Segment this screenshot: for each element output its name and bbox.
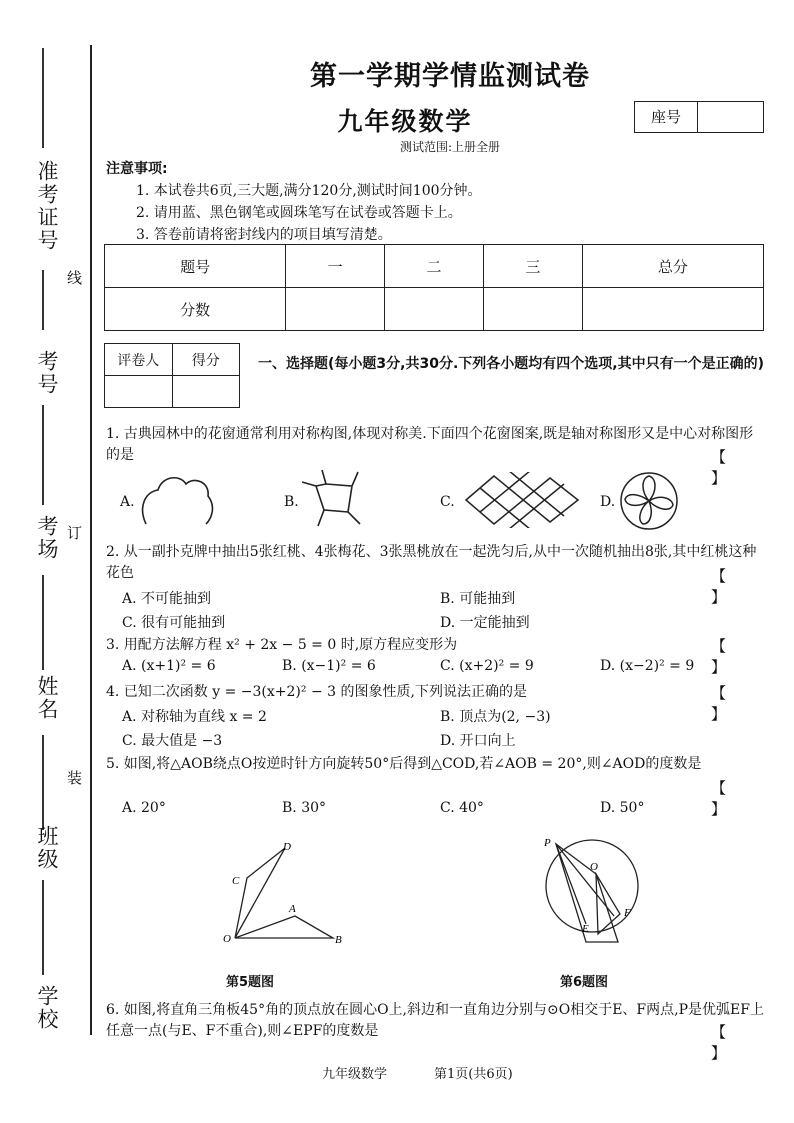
fig5-point-b: B <box>335 934 342 946</box>
question-3: 3. 用配方法解方程 x² + 2x − 5 = 0 时,原方程应变形为 <box>106 637 458 653</box>
q1-option-c: C. <box>440 494 455 510</box>
student-number-label: 考号 <box>35 350 59 396</box>
answer-bracket-3[interactable]: 【 】 <box>711 637 755 676</box>
grader-table <box>104 343 240 408</box>
score-table <box>104 244 764 331</box>
footer-page-number: 第1页(共6页) <box>434 1067 513 1082</box>
binding-mark-staple: 订 <box>65 525 83 540</box>
q5-option-c: C. 40° <box>440 800 484 816</box>
school-label: 学校 <box>35 985 59 1031</box>
seat-number-input[interactable] <box>698 102 763 132</box>
window-pattern-d <box>618 470 680 532</box>
name-blank <box>42 735 44 830</box>
exam-subtitle: 九年级数学 <box>337 107 473 136</box>
window-pattern-b <box>298 466 368 532</box>
question-5: 5. 如图,将△AOB绕点O按逆时针方向旋转50°后得到△COD,若∠AOB = 20°,则∠AOD的度数是 <box>106 756 702 772</box>
grader-cell[interactable] <box>172 376 240 408</box>
fig6-point-f: F <box>624 907 631 919</box>
fig6-point-e: E <box>582 923 589 935</box>
table-row <box>105 344 240 376</box>
grader-header: 评卷人 <box>105 344 173 376</box>
score-header: 一 <box>286 245 385 288</box>
q2-option-b: B. 可能抽到 <box>440 591 516 607</box>
score-cell[interactable] <box>483 288 582 331</box>
q3-option-c: C. (x+2)² = 9 <box>440 658 534 674</box>
student-number-blank <box>42 405 44 505</box>
footer-subject: 九年级数学 <box>322 1067 388 1082</box>
class-blank <box>42 880 44 975</box>
fig5-point-o: O <box>223 933 231 945</box>
grader-cell[interactable] <box>105 376 173 408</box>
answer-bracket-2[interactable]: 【 】 <box>711 567 755 606</box>
score-header: 二 <box>385 245 484 288</box>
exam-number-label: 准考证号 <box>35 160 59 252</box>
score-cell[interactable] <box>286 288 385 331</box>
binding-line <box>90 45 92 1035</box>
q2-option-a: A. 不可能抽到 <box>122 591 212 607</box>
table-row <box>105 376 240 408</box>
q5-option-a: A. 20° <box>122 800 166 816</box>
window-pattern-a <box>140 472 215 528</box>
q3-option-d: D. (x−2)² = 9 <box>600 658 695 674</box>
question-1: 1. 古典园林中的花窗通常利用对称构图,体现对称美.下面四个花窗图案,既是轴对称图形又是中心对称图形的是 <box>106 426 754 463</box>
table-row <box>105 245 764 288</box>
fig5-point-c: C <box>232 875 240 887</box>
q4-option-d: D. 开口向上 <box>440 733 516 749</box>
q3-option-a: A. (x+1)² = 6 <box>122 658 216 674</box>
score-row-label: 分数 <box>105 288 286 331</box>
fig6-point-o: O <box>590 861 598 873</box>
fig5-point-d: D <box>283 841 291 853</box>
answer-bracket-4[interactable]: 【 】 <box>711 684 755 723</box>
figure-5-caption: 第5题图 <box>226 975 275 990</box>
seat-number-box <box>634 101 764 133</box>
answer-bracket-5[interactable]: 【 】 <box>711 779 755 818</box>
q4-option-b: B. 顶点为(2, −3) <box>440 709 551 725</box>
exam-scope: 测试范围:上册全册 <box>399 140 501 154</box>
exam-title: 第一学期学情监测试卷 <box>310 61 590 92</box>
figure-5 <box>215 836 350 951</box>
q5-option-d: D. 50° <box>600 800 645 816</box>
q5-option-b: B. 30° <box>282 800 327 816</box>
notice-item-2: 2. 请用蓝、黑色钢笔或圆珠笔写在试卷或答题卡上。 <box>136 205 462 221</box>
score-header: 三 <box>483 245 582 288</box>
q4-option-c: C. 最大值是 −3 <box>122 733 223 749</box>
notice-heading: 注意事项: <box>106 161 168 177</box>
score-cell[interactable] <box>582 288 763 331</box>
grader-header: 得分 <box>172 344 240 376</box>
score-cell[interactable] <box>385 288 484 331</box>
seat-number-label: 座号 <box>635 102 698 132</box>
q4-option-a: A. 对称轴为直线 x = 2 <box>122 709 267 725</box>
q1-option-b: B. <box>284 494 299 510</box>
score-header: 题号 <box>105 245 286 288</box>
notice-item-1: 1. 本试卷共6页,三大题,满分120分,测试时间100分钟。 <box>136 183 482 199</box>
exam-room-label: 考场 <box>35 515 59 561</box>
q1-option-a: A. <box>120 494 135 510</box>
q2-option-c: C. 很有可能抽到 <box>122 615 226 631</box>
section-1-title: 一、选择题(每小题3分,共30分.下列各小题均有四个选项,其中只有一个是正确的) <box>258 356 764 372</box>
question-2: 2. 从一副扑克牌中抽出5张红桃、4张梅花、3张黑桃放在一起洗匀后,从中一次随机抽出8张,其中红桃这种花色 <box>106 544 757 581</box>
question-6: 6. 如图,将直角三角板45°角的顶点放在圆心O上,斜边和一直角边分别与⊙O相交于E、F两点,P是优弧EF上任意一点(与E、F不重合),则∠EPF的度数是 <box>106 1002 764 1039</box>
figure-6 <box>538 832 656 964</box>
q3-option-b: B. (x−1)² = 6 <box>282 658 376 674</box>
window-pattern-c <box>462 472 582 528</box>
answer-bracket-6[interactable]: 【 】 <box>711 1023 755 1062</box>
table-row <box>105 288 764 331</box>
answer-bracket-1[interactable]: 【 】 <box>711 448 755 487</box>
q1-option-d: D. <box>600 494 616 510</box>
fig5-point-a: A <box>289 903 296 915</box>
score-header: 总分 <box>582 245 763 288</box>
figure-6-caption: 第6题图 <box>560 975 609 990</box>
exam-number-blank <box>42 48 44 148</box>
exam-number-blank-2 <box>42 270 44 330</box>
question-4: 4. 已知二次函数 y = −3(x+2)² − 3 的图象性质,下列说法正确的是 <box>106 684 527 700</box>
exam-room-blank <box>42 575 44 670</box>
class-label: 班级 <box>35 825 59 871</box>
binding-mark-bind: 装 <box>65 770 83 785</box>
binding-mark-line: 线 <box>65 270 83 285</box>
name-label: 姓名 <box>35 675 59 721</box>
fig6-point-p: P <box>544 837 551 849</box>
notice-item-3: 3. 答卷前请将密封线内的项目填写清楚。 <box>136 227 392 243</box>
q2-option-d: D. 一定能抽到 <box>440 615 530 631</box>
